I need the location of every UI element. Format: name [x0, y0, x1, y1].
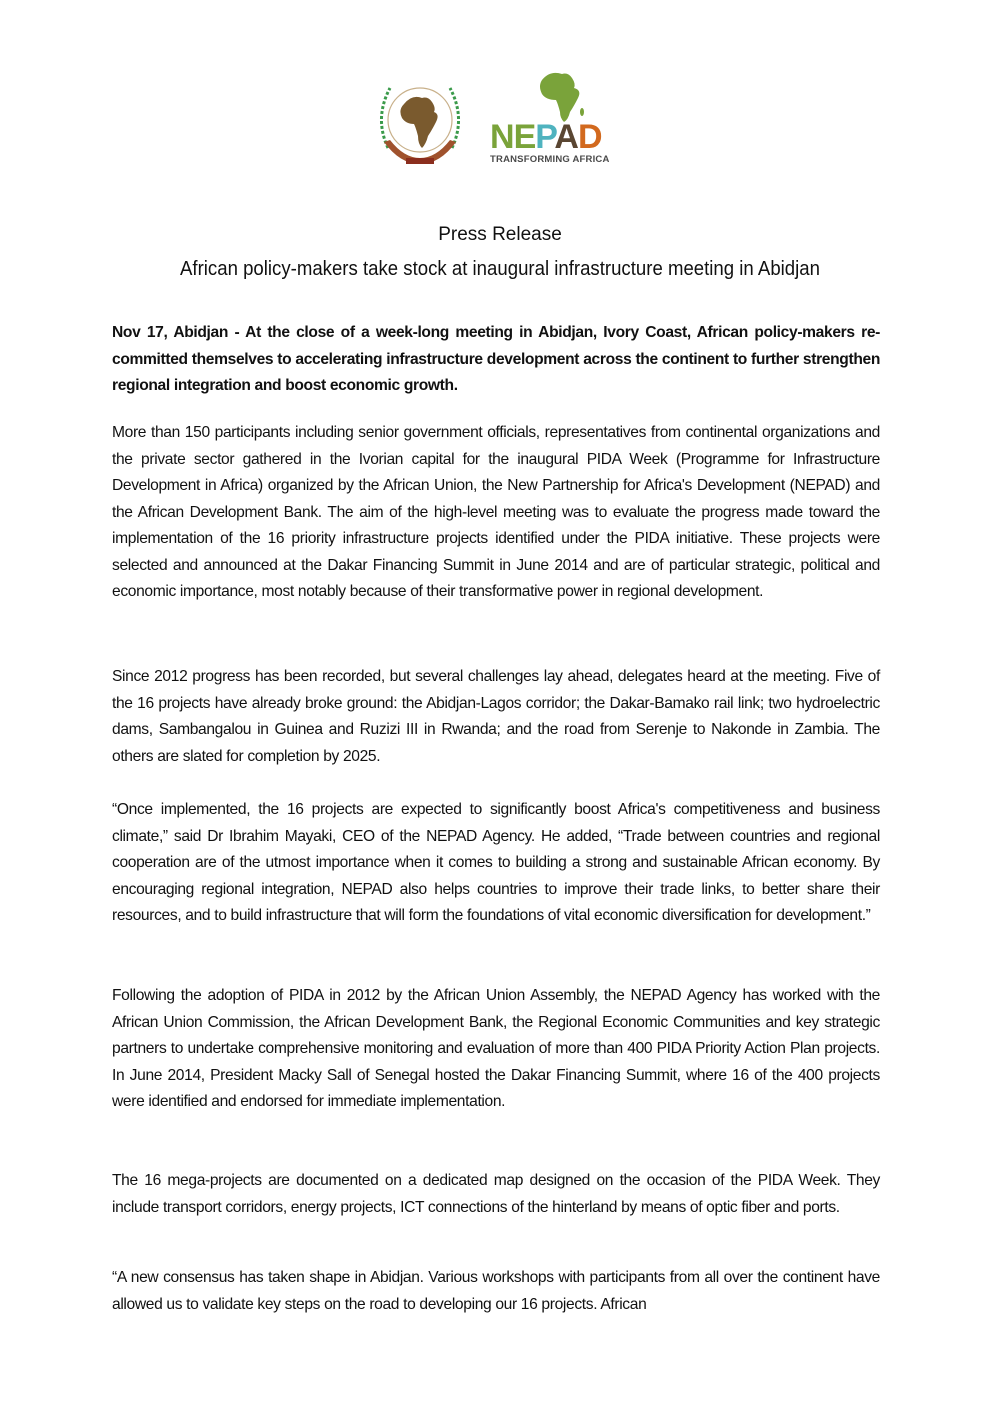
nepad-wordmark — [490, 120, 602, 154]
paragraph-lead — [112, 320, 880, 400]
paragraph — [112, 983, 880, 1116]
paragraph-text: “Once implemented, the 16 projects are expected to significantly boost Africa's competitiveness and business climate,” said Dr Ibrahim Mayaki, CEO of the NEPAD Agency. He added, “Trade between countries and regional cooperation are of the utmost importance when it comes to building a strong and sustainable African economy. By encouraging regional integration, NEPAD also helps countries to improve their trade links, to better share their resources, and to build infrastructure that will form the foundations of vital economic diversification for development.” — [112, 801, 880, 924]
paragraph-text: Following the adoption of PIDA in 2012 by the African Union Assembly, the NEPAD Agency has worked with the African Union Commission, the African Development Bank, the Regional Economic Communities and key strategic partners to undertake comprehensive monitoring and evaluation of more than 400 PIDA Priority Action Plan projects. In June 2014, President Macky Sall of Senegal hosted the Dakar Financing Summit, where 16 of the 400 projects were identified and endorsed for immediate implementation. — [112, 987, 880, 1110]
nepad-letter: N — [490, 118, 514, 156]
nepad-letter: A — [554, 118, 578, 156]
lead-paragraph-text: Nov 17, Abidjan - At the close of a week-long meeting in Abidjan, Ivory Coast, African policy-makers re-committed themselves to accelerating infrastructure development across the continent to further strengthen regional integration and boost economic growth. — [112, 324, 880, 394]
paragraph — [112, 420, 880, 606]
paragraph-text: The 16 mega-projects are documented on a dedicated map designed on the occasion of the PIDA Week. They include transport corridors, energy projects, ICT connections of the hinterland by means of optic fiber and ports. — [112, 1172, 880, 1216]
paragraph-text: More than 150 participants including senior government officials, representatives from continental organizations and the private sector gathered in the Ivorian capital for the inaugural PIDA Week (Programme for Infrastructure Development in Africa) organized by the African Union, the New Partnership for Africa's Development (NEPAD) and the African Development Bank. The aim of the high-level meeting was to evaluate the progress made toward the implementation of the 16 priority infrastructure projects identified under the PIDA initiative. These projects were selected and announced at the Dakar Financing Summit in June 2014 and are of particular strategic, political and economic importance, most notably because of their transformative power in regional development. — [112, 424, 880, 600]
paragraph — [112, 664, 880, 770]
paragraph — [112, 797, 880, 930]
nepad-tagline: TRANSFORMING AFRICA — [490, 154, 610, 165]
africa-map-icon — [532, 68, 592, 123]
press-release-label: Press Release — [438, 224, 562, 245]
nepad-letter: E — [513, 118, 536, 156]
nepad-letter: P — [535, 118, 555, 156]
logo-header — [370, 68, 640, 178]
nepad-letter: D — [577, 118, 602, 156]
paragraph-text: Since 2012 progress has been recorded, but several challenges lay ahead, delegates heard at the meeting. Five of the 16 projects have already broke ground: the Abidjan-Lagos corridor; the Dakar-Bamako rail link; two hydroelectric dams, Sambangalou in Guinea and Ruzizi III in Rwanda; and the road from Serenje to Nakonde in Zambia. The others are slated for completion by 2025. — [112, 668, 880, 765]
paragraph — [112, 1168, 880, 1221]
nepad-logo — [490, 68, 640, 173]
paragraph-text: “A new consensus has taken shape in Abidjan. Various workshops with participants from all over the continent have allowed us to validate key steps on the road to developing our 16 projects. African — [112, 1269, 880, 1313]
paragraph — [112, 1265, 880, 1318]
african-union-logo-icon — [370, 78, 470, 168]
press-release-title: African policy-makers take stock at inaugural infrastructure meeting in Abidjan — [180, 258, 820, 280]
